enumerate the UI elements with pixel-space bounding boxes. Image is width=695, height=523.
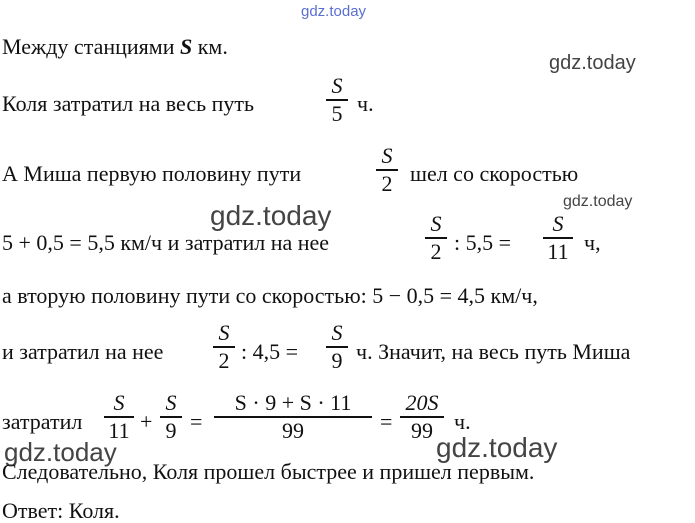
line-text: Между станциями [2, 34, 180, 59]
numerator: S [165, 390, 177, 415]
denominator: 5 [331, 100, 343, 126]
watermark: gdz.today [563, 193, 633, 210]
watermark: gdz.today [436, 432, 558, 463]
line-text: и затратил на нее [2, 339, 164, 364]
math-text: : 5,5 = [454, 230, 512, 255]
unit-hours: ч. [357, 91, 374, 116]
math-text: : 4,5 = [241, 339, 299, 364]
line-text: А Миша первую половину пути [2, 161, 302, 186]
answer-line [2, 500, 120, 522]
unit-hours: ч. [454, 409, 471, 434]
line-text: Коля затратил на весь путь [2, 91, 255, 116]
line-text: затратил [2, 409, 83, 434]
fraction-s-over-2 [213, 322, 235, 372]
fraction-s-over-11 [104, 392, 134, 442]
watermark: gdz.today [549, 52, 636, 74]
line-text: ч. Значит, на весь путь Миша [356, 339, 631, 364]
text-line-3 [2, 163, 301, 185]
numerator: S [331, 320, 343, 345]
answer-text: Ответ: Коля. [2, 498, 120, 523]
numerator: S [381, 143, 393, 168]
unit-hours: ч, [584, 230, 601, 255]
denominator: 2 [218, 347, 230, 373]
line-text: а вторую половину пути со скоростью: 5 − 0,5 = 4,5 км/ч, [2, 283, 538, 308]
fraction-s-over-5 [326, 75, 348, 125]
fraction-sum [214, 392, 372, 442]
denominator: 2 [381, 170, 393, 196]
plus-sign: + [140, 409, 153, 434]
text-line-8 [2, 461, 534, 483]
denominator: 9 [331, 347, 343, 373]
denominator: 2 [430, 238, 442, 264]
line-text: 5 + 0,5 = 5,5 км/ч и затратил на нее [2, 230, 330, 255]
fraction-s-over-2 [425, 213, 447, 263]
text-line-7 [2, 411, 82, 433]
text-line-1 [2, 36, 228, 58]
equals-sign: = [380, 409, 393, 434]
equals-sign: = [190, 409, 203, 434]
fraction-s-over-9 [160, 392, 182, 442]
numerator: S · 9 + S · 11 [234, 390, 352, 415]
numerator: S [218, 320, 230, 345]
watermark: gdz.today [301, 3, 367, 20]
text-line-4 [2, 232, 329, 254]
text-line-6 [2, 341, 163, 363]
line-text: шел со скоростью [410, 161, 579, 186]
text-line-2 [2, 93, 254, 115]
fraction-s-over-11 [543, 213, 573, 263]
watermark: gdz.today [210, 200, 332, 231]
numerator: S [331, 73, 343, 98]
variable-s: S [179, 34, 193, 59]
fraction-s-over-2 [376, 145, 398, 195]
denominator: 9 [165, 417, 177, 443]
denominator: 99 [282, 417, 304, 443]
line-text: Следовательно, Коля прошел быстрее и пришел первым. [2, 459, 535, 484]
line-text: км. [192, 34, 228, 59]
denominator: 11 [108, 417, 130, 443]
text-line-5 [2, 285, 538, 307]
numerator: S [430, 211, 442, 236]
fraction-s-over-9 [326, 322, 348, 372]
denominator: 11 [547, 238, 569, 264]
numerator: 20S [405, 390, 439, 415]
fraction-20s-over-99 [400, 392, 444, 442]
watermark: gdz.today [4, 437, 117, 467]
denominator: 99 [411, 417, 433, 443]
numerator: S [113, 390, 125, 415]
numerator: S [552, 211, 564, 236]
